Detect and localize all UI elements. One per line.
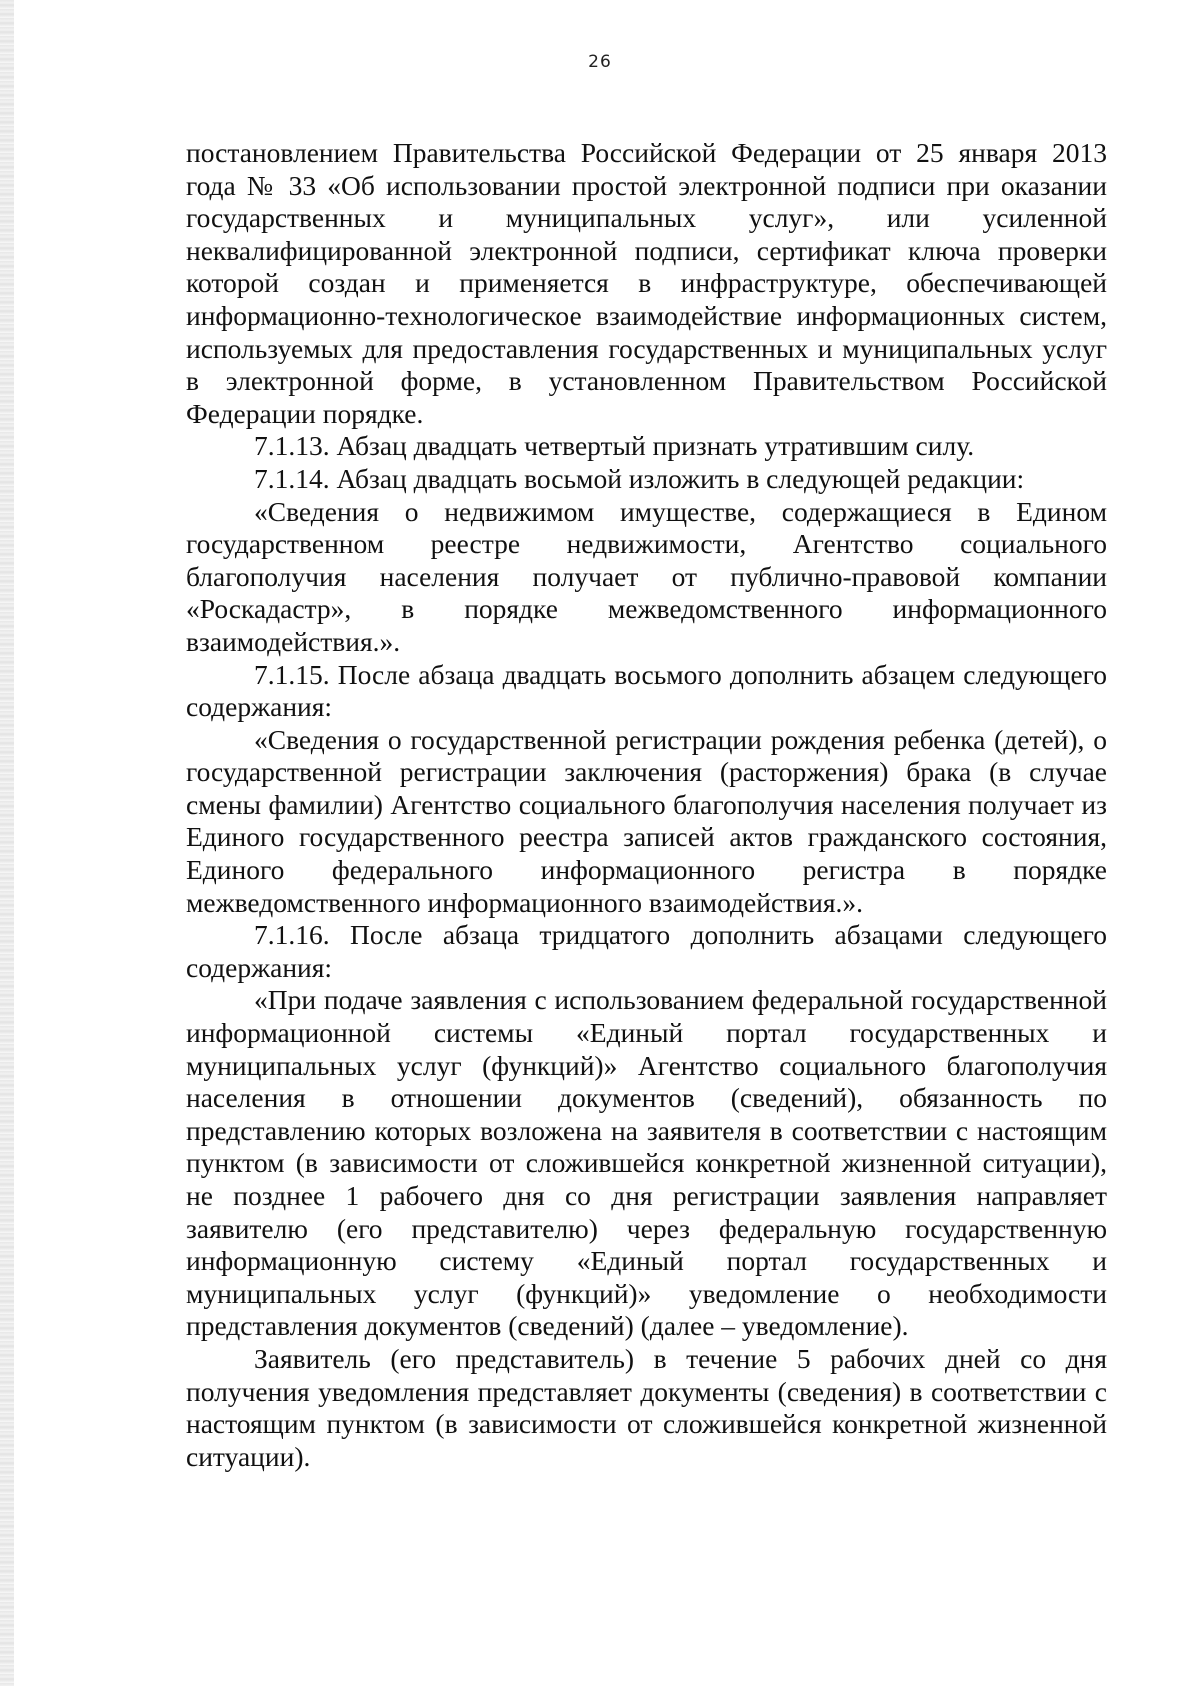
paragraph-item-7-1-16: 7.1.16. После абзаца тридцатого дополнить абзацами следующего содержания:: [186, 919, 1107, 983]
paragraph-item-7-1-13: 7.1.13. Абзац двадцать четвертый признать утратившим силу.: [254, 430, 975, 462]
paragraph-quote-registration: «Сведения о государственной регистрации рождения ребенка (детей), о государственной регистрации заключения (расторжения) брака (в случае смены фамилии) Агентство социального благополучия населения получает из Единого государственного реестра записей актов гражданского состояния, Единого федерального информационного регистра в порядке межведомственного информационного взаимодействия.».: [186, 723, 1107, 918]
paragraph-quote-portal: «При подаче заявления с использованием федеральной государственной информационной системы «Единый портал государственных и муниципальных услуг (функций)» Агентство социального благополучия населения в отношении документов (сведений), обязанность по представлению которых возложена на заявителя в соответствии с настоящим пунктом (в зависимости от сложившейся конкретной жизненной ситуации), не позднее 1 рабочего дня со дня регистрации заявления направляет заявителю (его представителю) через федеральную государственную информационную систему «Единый портал государственных и муниципальных услуг (функций)» уведомление о необходимости представления документов (сведений) (далее – уведомление).: [186, 984, 1107, 1342]
paragraph-item-7-1-15: 7.1.15. После абзаца двадцать восьмого дополнить абзацем следующего содержания:: [186, 658, 1107, 723]
paragraph-continuation: постановлением Правительства Российской Федерации от 25 января 2013 года № 33 «Об использовании простой электронной подписи при оказании государственных и муниципальных услуг», или усиленной неквалифицированной электронной подписи, сертификат ключа проверки которой создан и применяется в инфраструктуре, обеспечивающей информационно-технологическое взаимодействие информационных систем, используемых для предоставления государственных и муниципальных услуг в электронной форме, в установленном Правительством Российской Федерации порядке.: [186, 137, 1107, 429]
paragraph-quote-property: «Сведения о недвижимом имуществе, содержащиеся в Едином государственном реестре недвижимости, Агентство социального благополучия населения получает от публично-правовой компании «Роскадастр», в порядке межведомственного информационного взаимодействия.».: [186, 495, 1107, 657]
document-body: [186, 137, 1107, 1473]
paragraph-applicant: Заявитель (его представитель) в течение 5 рабочих дней со дня получения уведомления представляет документы (сведения) в соответствии с настоящим пунктом (в зависимости от сложившейся конкретной жизненной ситуации).: [186, 1342, 1107, 1472]
page-number: 26: [588, 52, 612, 72]
scan-edge-artifact: [0, 0, 14, 1686]
paragraph-item-7-1-14: 7.1.14. Абзац двадцать восьмой изложить в следующей редакции:: [254, 462, 1025, 494]
